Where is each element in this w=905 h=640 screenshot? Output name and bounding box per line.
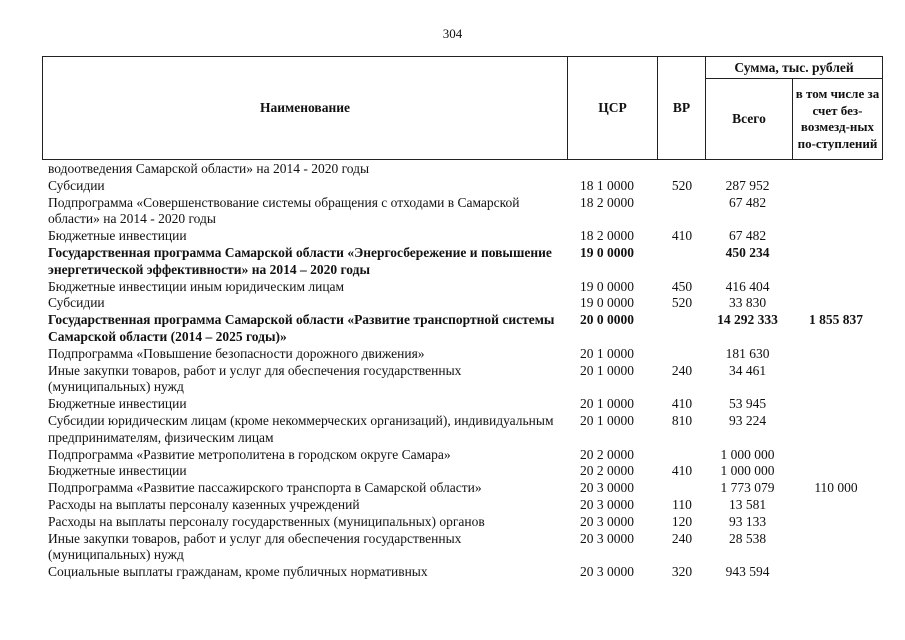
row-vr: 240 <box>671 362 693 378</box>
row-csr: 18 2 0000 <box>580 228 634 244</box>
row-total: 14 292 333 <box>717 312 778 328</box>
row-vr: 320 <box>671 564 693 580</box>
table-row <box>42 463 883 480</box>
row-csr: 20 0 0000 <box>580 312 634 328</box>
table-row <box>42 346 883 363</box>
row-csr: 19 0 0000 <box>580 278 634 294</box>
table-row <box>42 514 883 531</box>
row-name: Расходы на выплаты персоналу казенных учреждений <box>48 496 360 512</box>
header-total: Всего <box>705 79 792 159</box>
row-name: водоотведения Самарской области» на 2014 - 2020 годы <box>48 161 370 176</box>
row-total: 287 952 <box>725 177 770 193</box>
row-total: 1 000 000 <box>720 463 775 479</box>
row-csr: 20 3 0000 <box>580 480 634 496</box>
header-incl: в том числе за счет без-возмезд-ных по-ступлений <box>792 79 882 159</box>
row-total: 67 482 <box>728 228 767 244</box>
row-name: Подпрограмма «Развитие метрополитена в городском округе Самара» <box>48 446 451 462</box>
row-vr: 410 <box>671 396 693 412</box>
row-csr: 20 3 0000 <box>580 530 634 546</box>
table-row <box>42 531 883 565</box>
row-csr: 20 1 0000 <box>580 362 634 378</box>
header-name: Наименование <box>260 100 350 115</box>
row-vr: 520 <box>671 295 693 311</box>
row-name: Подпрограмма «Повышение безопасности дорожного движения» <box>48 345 425 361</box>
row-total: 1 000 000 <box>720 446 775 462</box>
table-row <box>42 312 883 346</box>
row-csr: 18 2 0000 <box>580 194 634 210</box>
table-row <box>42 497 883 514</box>
row-csr: 20 3 0000 <box>580 513 634 529</box>
row-csr: 20 3 0000 <box>580 496 634 512</box>
row-name: Иные закупки товаров, работ и услуг для обеспечения государственных (муниципальных) нужд <box>48 362 462 395</box>
row-name: Субсидии юридическим лицам (кроме некоммерческих организаций), индивидуальным предпринимателям, физическим лицам <box>48 412 554 445</box>
row-total: 34 461 <box>728 362 767 378</box>
row-name: Субсидии <box>48 177 105 193</box>
row-csr: 20 3 0000 <box>580 564 634 580</box>
table-row <box>42 245 883 279</box>
row-vr: 110 <box>672 496 692 512</box>
table-header <box>42 56 883 160</box>
row-total: 93 224 <box>728 412 767 428</box>
table-row <box>42 228 883 245</box>
row-name: Субсидии <box>48 295 105 311</box>
row-csr: 20 2 0000 <box>580 446 634 462</box>
table-row <box>42 480 883 497</box>
table-row <box>42 447 883 464</box>
row-vr: 810 <box>671 412 693 428</box>
row-name: Расходы на выплаты персоналу государственных (муниципальных) органов <box>48 513 485 529</box>
row-csr: 20 1 0000 <box>580 345 634 361</box>
row-vr: 410 <box>671 228 693 244</box>
row-total: 416 404 <box>725 278 770 294</box>
table-row <box>42 396 883 413</box>
row-total: 450 234 <box>725 244 770 260</box>
row-total: 943 594 <box>725 564 770 580</box>
row-name: Государственная программа Самарской области «Развитие транспортной системы Самарской области (2014 – 2025 годы)» <box>48 312 555 344</box>
table-row <box>42 195 883 229</box>
table-row <box>42 363 883 397</box>
row-csr: 18 1 0000 <box>580 177 634 193</box>
row-name: Бюджетные инвестиции <box>48 463 187 479</box>
row-csr: 20 1 0000 <box>580 396 634 412</box>
row-csr: 19 0 0000 <box>580 295 634 311</box>
row-total: 33 830 <box>728 295 767 311</box>
row-total: 67 482 <box>728 194 767 210</box>
row-total: 93 133 <box>728 513 767 529</box>
header-sum: Сумма, тыс. рублей <box>705 57 882 79</box>
row-total: 13 581 <box>728 496 767 512</box>
table-row <box>42 178 883 195</box>
table-row <box>42 161 883 178</box>
row-total: 28 538 <box>728 530 767 546</box>
row-name: Бюджетные инвестиции <box>48 228 187 244</box>
row-vr: 120 <box>671 513 693 529</box>
row-incl: 1 855 837 <box>809 312 863 328</box>
row-name: Государственная программа Самарской области «Энергосбережение и повышение энергетической эффективности» на 2014 – 2020 годы <box>48 244 552 277</box>
row-vr: 520 <box>671 177 693 193</box>
page-number: 304 <box>442 26 463 41</box>
row-name: Подпрограмма «Развитие пассажирского транспорта в Самарской области» <box>48 480 482 496</box>
row-name: Иные закупки товаров, работ и услуг для обеспечения государственных (муниципальных) нужд <box>48 530 462 563</box>
row-total: 1 773 079 <box>720 480 775 496</box>
row-vr: 410 <box>671 463 693 479</box>
table-body <box>42 161 883 581</box>
row-incl: 110 000 <box>814 480 858 496</box>
table-row <box>42 564 883 581</box>
row-vr: 240 <box>671 530 693 546</box>
row-total: 181 630 <box>725 345 770 361</box>
header-vr: ВР <box>657 57 705 159</box>
row-name: Социальные выплаты гражданам, кроме публичных нормативных <box>48 564 428 580</box>
table-row <box>42 279 883 296</box>
row-csr: 20 2 0000 <box>580 463 634 479</box>
row-csr: 20 1 0000 <box>580 412 634 428</box>
row-csr: 19 0 0000 <box>580 244 634 260</box>
table-row <box>42 295 883 312</box>
row-name: Подпрограмма «Совершенствование системы обращения с отходами в Самарской области» на 2014 - 2020 годы <box>48 194 520 227</box>
table-row <box>42 413 883 447</box>
row-total: 53 945 <box>728 396 767 412</box>
row-vr: 450 <box>671 278 693 294</box>
row-name: Бюджетные инвестиции иным юридическим лицам <box>48 278 345 294</box>
row-name: Бюджетные инвестиции <box>48 396 187 412</box>
header-csr: ЦСР <box>567 57 657 159</box>
